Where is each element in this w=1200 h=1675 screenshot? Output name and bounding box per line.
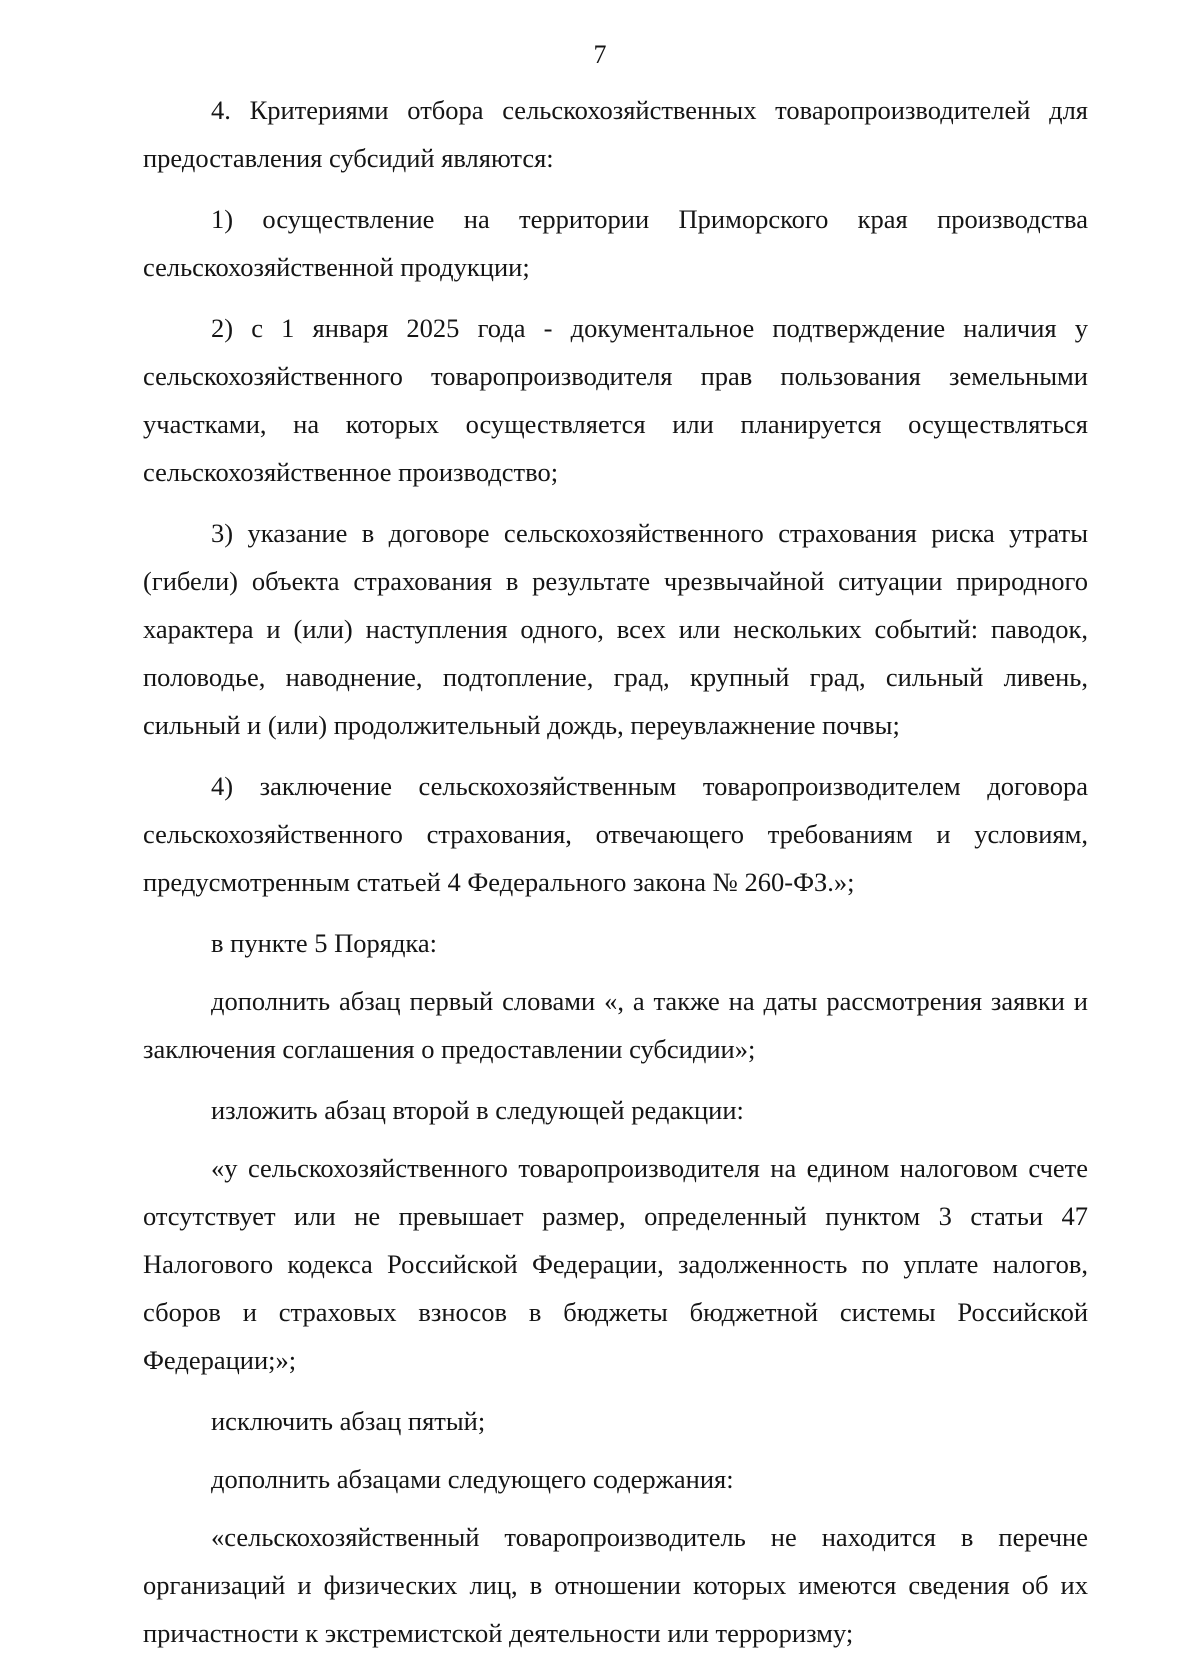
paragraph-point-5-intro: в пункте 5 Порядка: <box>211 928 438 958</box>
paragraph-exclude-fifth: исключить абзац пятый; <box>211 1406 486 1436</box>
paragraph-selection-criteria: 4. Критериями отбора сельскохозяйственных товаропроизводителей для предоставления субсидий являются: <box>143 95 1088 173</box>
paragraph-amend-second-intro: изложить абзац второй в следующей редакции: <box>211 1095 744 1125</box>
paragraph-criterion-2: 2) с 1 января 2025 года - документальное подтверждение наличия у сельскохозяйственного товаропроизводителя прав пользования земельными участками, на которых осуществляется или планируется осуществляться сельскохозяйственное производство; <box>143 313 1088 487</box>
paragraph-criterion-4: 4) заключение сельскохозяйственным товаропроизводителем договора сельскохозяйственного страхования, отвечающего требованиям и условиям, предусмотренным статьей 4 Федерального закона № 260-ФЗ.»; <box>143 771 1088 897</box>
paragraph-criterion-1: 1) осуществление на территории Приморского края производства сельскохозяйственной продукции; <box>143 204 1088 282</box>
paragraph-extremism-condition: «сельскохозяйственный товаропроизводитель не находится в перечне организаций и физических лиц, в отношении которых имеются сведения об их причастности к экстремистской деятельности или терроризму; <box>143 1522 1088 1648</box>
paragraph-tax-debt-condition: «у сельскохозяйственного товаропроизводителя на едином налоговом счете отсутствует или не превышает размер, определенный пунктом 3 статьи 47 Налогового кодекса Российской Федерации, задолженность по уплате налогов, сборов и страховых взносов в бюджеты бюджетной системы Российской Федерации;»; <box>143 1153 1088 1375</box>
document-body <box>143 86 1088 1657</box>
paragraph-add-paragraphs-intro: дополнить абзацами следующего содержания: <box>211 1464 734 1494</box>
page-number: 7 <box>593 40 607 69</box>
paragraph-criterion-3: 3) указание в договоре сельскохозяйственного страхования риска утраты (гибели) объекта страхования в результате чрезвычайной ситуации природного характера и (или) наступления одного, всех или нескольких событий: паводок, половодье, наводнение, подтопление, град, крупный град, сильный ливень, сильный и (или) продолжительный дождь, переувлажнение почвы; <box>143 518 1088 740</box>
paragraph-amend-first: дополнить абзац первый словами «, а также на даты рассмотрения заявки и заключения соглашения о предоставлении субсидии»; <box>143 986 1088 1064</box>
